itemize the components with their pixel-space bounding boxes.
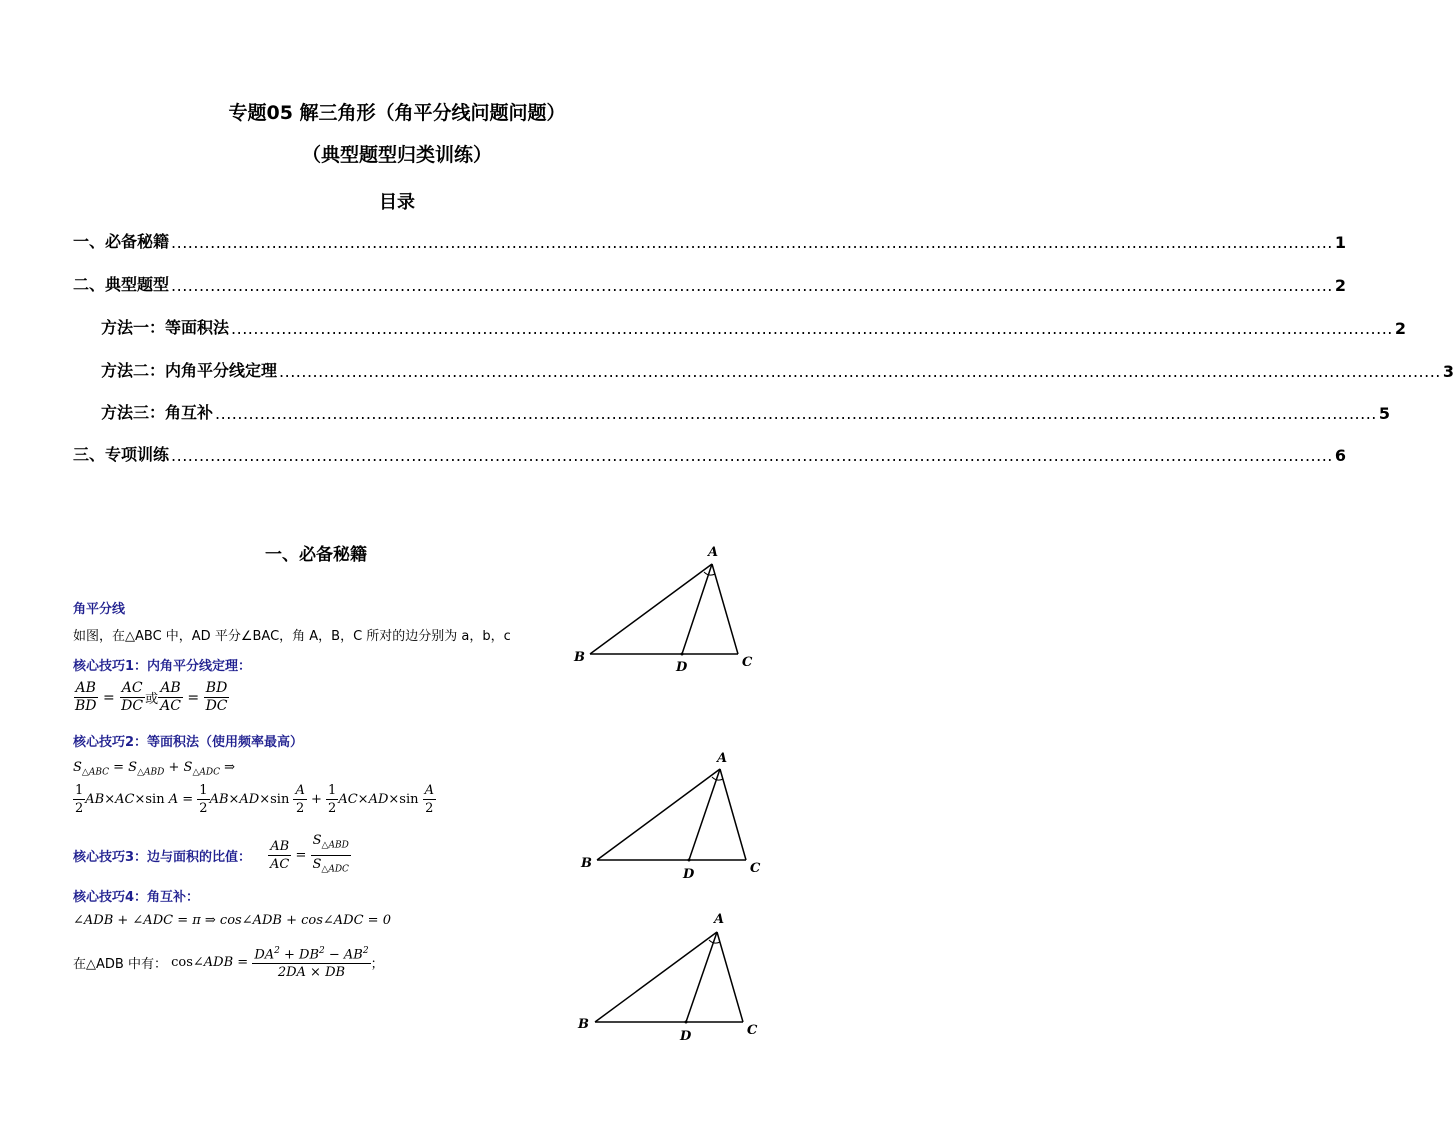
label-c: C [747, 1023, 758, 1038]
tip2-formula-line2: $\frac{1}{2}$ AB×AC×sin A = $\frac{1}{2}$ AB×AD×sin $\frac{A}{2}$ + $\frac{1}{2}$ AC×AD×sin $\frac{A}{2}$ [75, 783, 434, 816]
toc-leader-dots: ................................................................................................................................................................................................................ [279, 362, 1441, 381]
toc-entry-page: 3 [1442, 362, 1454, 381]
toc-leader-dots: ................................................................................................................................................................................................................ [171, 446, 1333, 465]
toc-leader-dots: ................................................................................................................................................................................................................ [171, 276, 1333, 295]
bisector-ad [689, 769, 720, 860]
toc-entry-label: 二、典型题型 [73, 275, 170, 294]
label-a: A [708, 545, 719, 560]
tip4-cosine-line: 在△ADB 中有： cos∠ADB = $\frac{DA^2 + DB^2 - AB^2}{2DA \times DB}$ ； [73, 943, 384, 981]
label-b: B [574, 650, 585, 665]
tip4-in-label: 在△ADB 中有： [73, 956, 167, 972]
intro-text: 如图，在△ABC 中，AD 平分∠BAC，角 A，B，C 所对的边分别为 a，b，c [73, 629, 511, 644]
toc-entry-page: 1 [1334, 233, 1347, 252]
side-ac [720, 769, 746, 860]
tip1-label: 核心技巧1：内角平分线定理： [73, 659, 252, 674]
toc-entry-section2[interactable] [73, 273, 1347, 295]
toc-entry-label: 一、必备秘籍 [73, 232, 170, 251]
tip2-label: 核心技巧2：等面积法（使用频率最高） [73, 735, 304, 750]
side-ac [717, 932, 743, 1022]
label-c: C [742, 655, 753, 670]
toc-leader-dots: ................................................................................................................................................................................................................ [215, 404, 1377, 423]
point-d [688, 859, 691, 862]
label-d: D [676, 660, 688, 675]
toc-entry-method1[interactable] [101, 316, 1407, 338]
toc-entry-section1[interactable] [73, 230, 1347, 252]
toc-entry-label: 三、专项训练 [73, 445, 170, 464]
label-d: D [683, 867, 695, 882]
toc-heading: 目录 [379, 192, 415, 213]
tip4-equation: ∠ADB + ∠ADC = π ⇒ cos∠ADB + cos∠ADC = 0 [73, 913, 391, 928]
point-d [681, 653, 684, 656]
page-subtitle: （典型题型归类训练） [301, 144, 492, 166]
bisector-ad [682, 564, 712, 654]
tip4-tail: ； [370, 956, 384, 972]
triangle-figure-1 [565, 540, 765, 680]
section-heading: 一、必备秘籍 [265, 545, 367, 565]
toc-entry-page: 2 [1394, 319, 1407, 338]
toc-entry-label: 方法二：内角平分线定理 [101, 361, 278, 380]
tip2-formula-line1: $S_{\triangle ABC} = S_{\triangle ABD} + S_{\triangle ADC}$ ⇒ [73, 760, 236, 778]
triangle-figure-2 [565, 745, 765, 885]
label-d: D [680, 1029, 692, 1044]
toc-entry-page: 6 [1334, 446, 1347, 465]
label-c: C [750, 861, 761, 876]
side-ac [712, 564, 738, 654]
label-a: A [714, 912, 725, 927]
tip3-formula: $\frac{AB}{AC}$ = $\frac{S_{\triangle ABD}}{S_{\triangle ADC}}$ [270, 833, 349, 875]
toc-leader-dots: ................................................................................................................................................................................................................ [171, 233, 1333, 252]
side-ab [590, 564, 712, 654]
toc-entry-method2[interactable] [101, 359, 1454, 381]
label-a: A [717, 751, 728, 766]
tip1-formula: $\frac{AB}{BD}$ = $\frac{AC}{DC}$ 或 $\frac{AB}{AC}$ = $\frac{BD}{DC}$ [75, 680, 228, 714]
toc-leader-dots: ................................................................................................................................................................................................................ [231, 319, 1393, 338]
tip3-label: 核心技巧3：边与面积的比值： [73, 850, 252, 865]
tip4-label: 核心技巧4：角互补： [73, 890, 200, 905]
tip1-or: 或 [145, 692, 159, 707]
triangle-figure-3 [565, 908, 765, 1048]
page-title: 专题05 解三角形（角平分线问题问题） [228, 102, 566, 124]
side-ab [595, 932, 717, 1022]
label-b: B [578, 1017, 589, 1032]
topic-label: 角平分线 [73, 602, 126, 617]
toc-entry-section3[interactable] [73, 443, 1347, 465]
toc-entry-label: 方法三：角互补 [101, 403, 214, 422]
bisector-ad [686, 932, 717, 1022]
side-ab [597, 769, 720, 860]
toc-entry-method3[interactable] [101, 401, 1391, 423]
toc-entry-page: 5 [1378, 404, 1391, 423]
toc-entry-label: 方法一：等面积法 [101, 318, 230, 337]
point-d [685, 1021, 688, 1024]
toc-entry-page: 2 [1334, 276, 1347, 295]
label-b: B [581, 856, 592, 871]
